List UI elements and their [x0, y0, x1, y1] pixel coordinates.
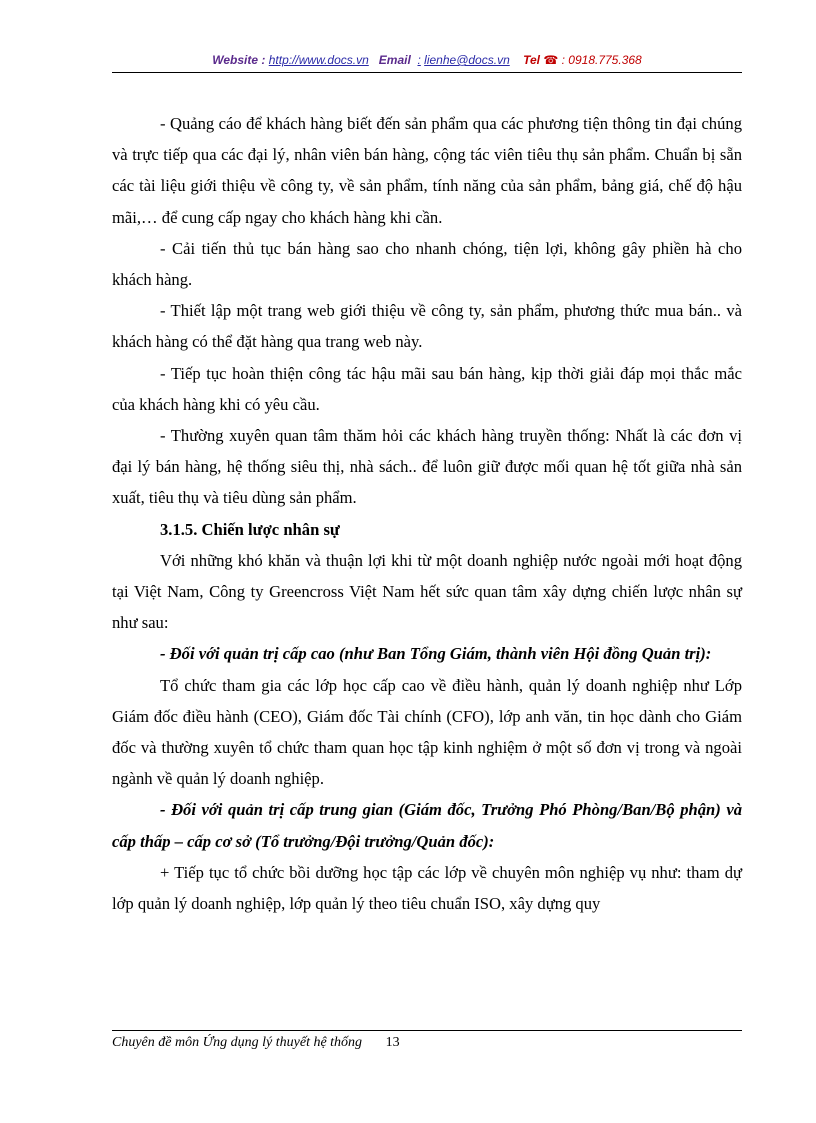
subheading: - Đối với quản trị cấp trung gian (Giám đốc, Trưởng Phó Phòng/Ban/Bộ phận) và cấp thấp – cấp cơ sở (Tổ trưởng/Đội trưởng/Quản đốc):	[112, 800, 742, 851]
document-body	[112, 108, 742, 919]
page-number: 13	[385, 1035, 400, 1050]
email-label: Email	[378, 53, 411, 67]
footer-text: Chuyên đề môn Ứng dụng lý thuyết hệ thống	[112, 1035, 363, 1050]
paragraph: - Quảng cáo để khách hàng biết đến sản phẩm qua các phương tiện thông tin đại chúng và trực tiếp qua các đại lý, nhân viên bán hàng, cộng tác viên tiêu thụ sản phẩm. Chuẩn bị sẵn các tài liệu giới thiệu về công ty, về sản phẩm, tính năng của sản phẩm, bảng giá, chế độ hậu mãi,… để cung cấp ngay cho khách hàng khi cần.	[112, 114, 742, 227]
tel-label: Tel	[523, 53, 540, 67]
paragraph: - Tiếp tục hoàn thiện công tác hậu mãi sau bán hàng, kịp thời giải đáp mọi thắc mắc của khách hàng khi có yêu cầu.	[112, 363, 742, 414]
subheading: - Đối với quản trị cấp cao (như Ban Tổng Giám, thành viên Hội đồng Quản trị):	[160, 644, 712, 664]
section-heading: 3.1.5. Chiến lược nhân sự	[160, 519, 340, 539]
paragraph: - Cải tiến thủ tục bán hàng sao cho nhanh chóng, tiện lợi, không gây phiền hà cho khách hàng.	[112, 238, 742, 290]
email-link[interactable]: lienhe@docs.vn	[424, 53, 510, 67]
paragraph: Tổ chức tham gia các lớp học cấp cao về điều hành, quản lý doanh nghiệp như Lớp Giám đốc điều hành (CEO), Giám đốc Tài chính (CFO), lớp anh văn, tin học dành cho Giám đốc và thường xuyên tổ chức tham quan học tập kinh nghiệm ở một số đơn vị trong và ngoài ngành về quản lý doanh nghiệp.	[112, 675, 742, 789]
page-header	[112, 50, 742, 73]
phone-icon: ☎	[543, 53, 559, 67]
paragraph: - Thường xuyên quan tâm thăm hỏi các khách hàng truyền thống: Nhất là các đơn vị đại lý bán hàng, hệ thống siêu thị, nhà sách.. để luôn giữ được mối quan hệ tốt giữa nhà sản xuất, tiêu thụ và tiêu dùng sản phẩm.	[112, 426, 742, 508]
paragraph: + Tiếp tục tổ chức bồi dưỡng học tập các lớp về chuyên môn nghiệp vụ như: tham dự lớp quản lý doanh nghiệp, lớp quản lý theo tiêu chuẩn ISO, xây dựng quy	[112, 862, 742, 914]
website-label: Website :	[212, 53, 266, 67]
paragraph: Với những khó khăn và thuận lợi khi từ một doanh nghiệp nước ngoài mới hoạt động tại Việt Nam, Công ty Greencross Việt Nam hết sức quan tâm xây dựng chiến lược nhân sự như sau:	[112, 550, 742, 633]
email-sep: :	[417, 53, 421, 67]
page-footer	[112, 1030, 742, 1051]
website-link[interactable]: http://www.docs.vn	[268, 53, 369, 67]
paragraph: - Thiết lập một trang web giới thiệu về công ty, sản phẩm, phương thức mua bán.. và khách hàng có thể đặt hàng qua trang web này.	[112, 301, 742, 352]
tel-value: : 0918.775.368	[561, 53, 642, 67]
